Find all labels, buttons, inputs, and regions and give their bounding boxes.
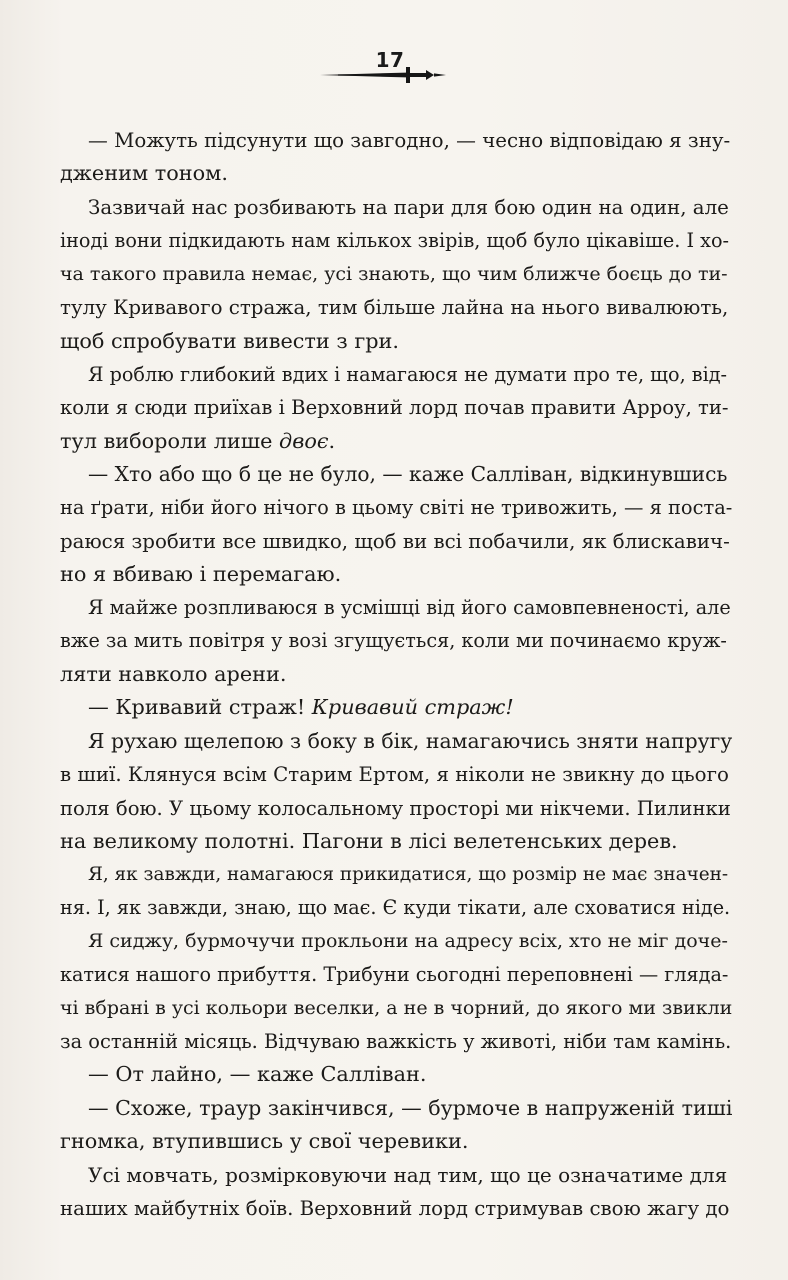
text-line: Я роблю глибокий вдих і намагаюся не думати про те, що, від- — [88, 363, 728, 386]
text-line: ня. І, як завжди, знаю, що має. Є куди тікати, але сховатися ніде. — [60, 896, 731, 920]
text-line: раюся зробити все швидко, щоб ви всі побачили, як блискавич- — [60, 529, 730, 553]
text-line: Усі мовчать, розмірковуючи над тим, що це означатиме для — [88, 1163, 728, 1187]
text-line: Я сиджу, бурмочучи прокльони на адресу всіх, хто не міг доче- — [88, 930, 728, 952]
text-fragment: тул вибороли лише — [60, 428, 280, 453]
text-line: ляти навколо арени. — [60, 661, 287, 686]
italic-phrase: Кривавий страж! — [311, 695, 514, 719]
text-line: щоб спробувати вивести з гри. — [60, 328, 400, 353]
text-line: наших майбутніх боїв. Верховний лорд стримував свою жагу до — [60, 1197, 730, 1221]
text-line: гномка, втупившись у свої черевики. — [60, 1129, 469, 1154]
text-line: — От лайно, — каже Салліван. — [88, 1062, 427, 1086]
paragraph-6 — [60, 691, 732, 724]
text-fragment: — Кривавий страж! — [88, 695, 312, 719]
text-line: на великому полотні. Пагони в лісі велетенських дерев. — [60, 829, 678, 854]
text-line: тулу Кривавого стража, тим більше лайна на нього вивалюють, — [60, 296, 729, 320]
text-line: дженим тоном. — [60, 161, 228, 186]
text-line: Я, як завжди, намагаюся прикидатися, що розмір не має значен- — [88, 864, 729, 885]
paragraph-1 — [60, 124, 732, 191]
text-line: но я вбиваю і перемагаю. — [60, 562, 342, 587]
paragraph-9 — [60, 925, 732, 1059]
paragraph-2 — [60, 191, 732, 358]
text-line: — Можуть підсунути що завгодно, — чесно відповідаю я зну- — [88, 129, 731, 152]
paragraph-5 — [60, 591, 732, 691]
text-line: ча такого правила немає, усі знають, що чим ближче боєць до ти- — [60, 262, 728, 285]
sword-icon — [318, 64, 450, 86]
text-line — [60, 425, 732, 458]
text-line: іноді вони підкидають нам кількох звірів, щоб було цікавіше. І хо- — [60, 229, 729, 253]
text-line: — Хто або що б це не було, — каже Салліван, відкинувшись — [88, 462, 728, 486]
paragraph-12 — [60, 1159, 732, 1226]
italic-word: двоє — [279, 428, 329, 453]
paragraph-11 — [60, 1092, 732, 1159]
text-line: в шиї. Клянуся всім Старим Ертом, я ніколи не звикну до цього — [60, 763, 729, 787]
text-line: на ґрати, ніби його нічого в цьому світі не тривожить, — я поста- — [60, 496, 733, 520]
page-header — [0, 42, 788, 102]
paragraph-8 — [60, 858, 732, 925]
paragraph-7 — [60, 725, 732, 859]
text-line: Я рухаю щелепою з боку в бік, намагаючись зняти напругу — [88, 729, 733, 753]
text-line: чі вбрані в усі кольори веселки, а не в чорний, до якого ми звикли — [60, 996, 733, 1019]
page-number: 17 — [375, 48, 405, 72]
text-line: катися нашого прибуття. Трибуни сьогодні переповнені — гляда- — [60, 963, 729, 987]
paragraph-10 — [60, 1058, 732, 1091]
text-line: поля бою. У цьому колосальному просторі ми нікчеми. Пилинки — [60, 796, 731, 820]
paragraph-4 — [60, 458, 732, 592]
text-line: коли я сюди приїхав і Верховний лорд почав правити Арроу, ти- — [60, 396, 729, 420]
text-line: за останній місяць. Відчуваю важкість у животі, ніби там камінь. — [60, 1030, 732, 1054]
text-line: Зазвичай нас розбивають на пари для бою один на один, але — [88, 196, 729, 219]
text-line — [60, 691, 732, 724]
paragraph-3 — [60, 358, 732, 458]
text-line: Я майже розпливаюся в усмішці від його самовпевненості, але — [88, 596, 731, 619]
text-line: вже за мить повітря у возі згущується, коли ми починаємо круж- — [60, 629, 727, 653]
text-fragment: . — [328, 428, 336, 453]
text-line: — Схоже, траур закінчився, — бурмоче в напруженій тиші — [88, 1096, 733, 1120]
